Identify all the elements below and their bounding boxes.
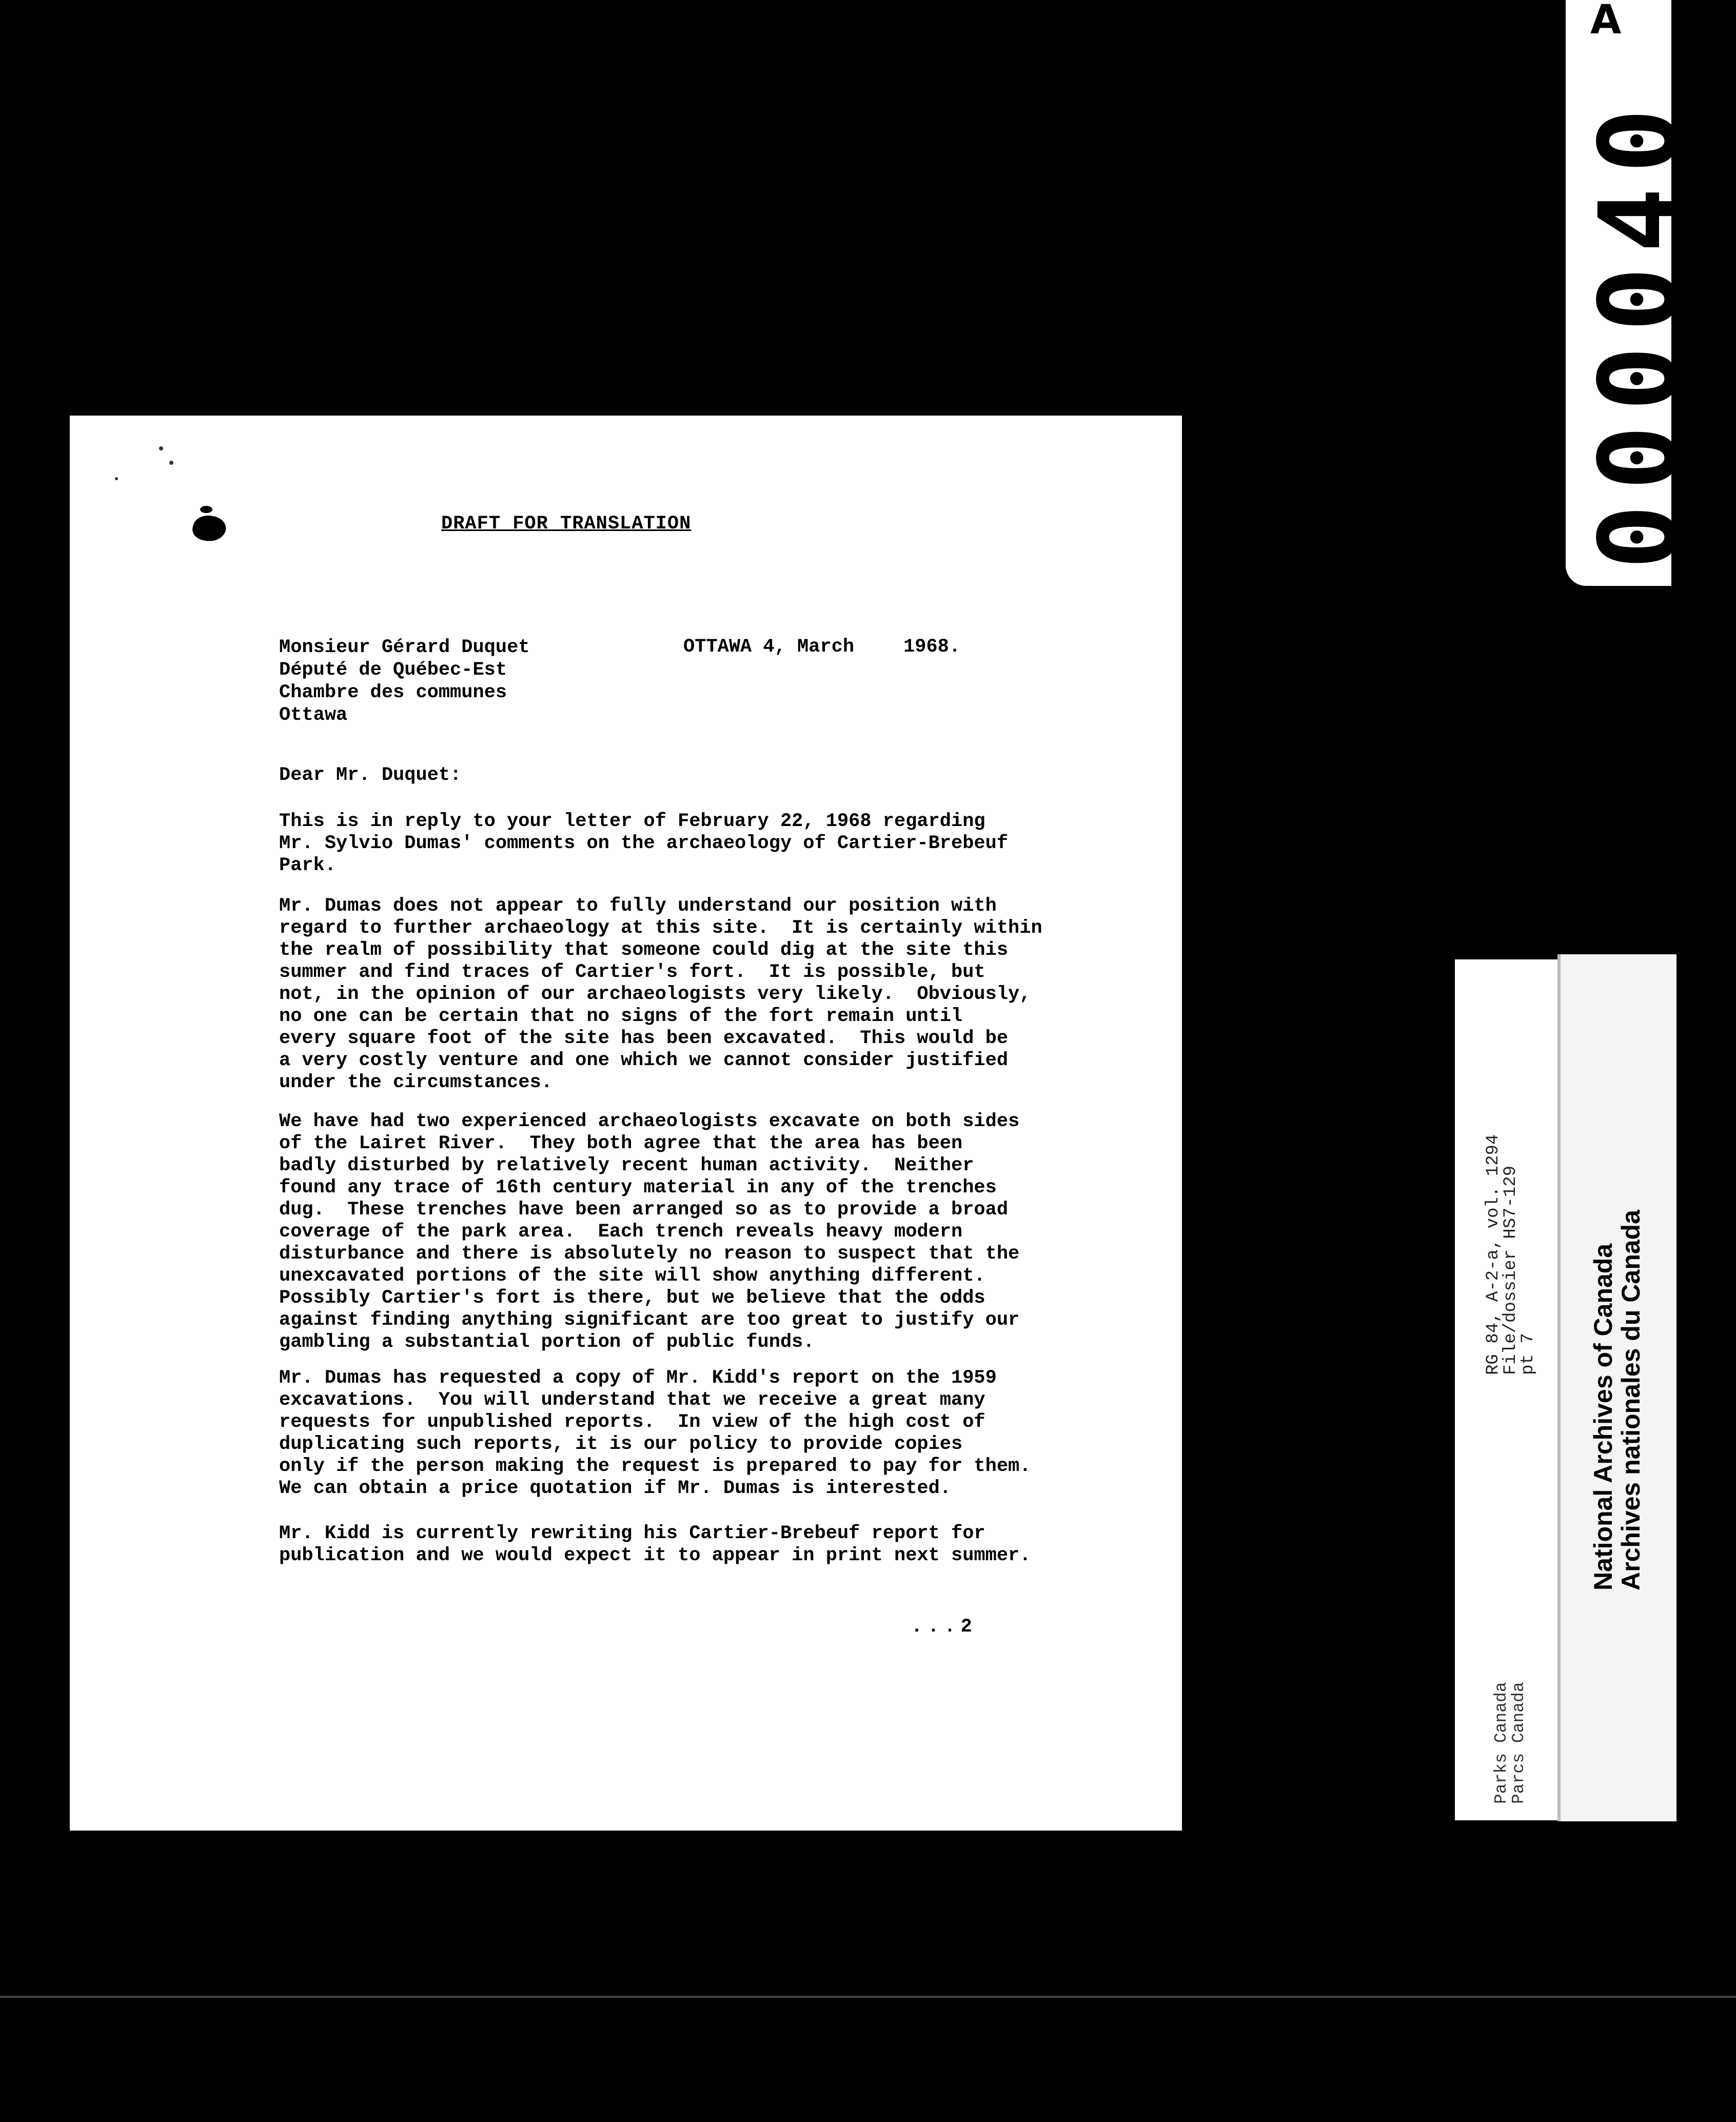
reference-line: RG 84, A-2-a, vol. 1294: [1484, 1134, 1503, 1375]
paragraph: Mr. Dumas does not appear to fully understand our position with regard to further archaeology at this site. It is certainly within the realm of possibility that someone could dig at the site this summer and find traces of Cartier's fort. It is possible, but not, in the opinion of our archaeologists very likely. Obviously, no one can be certain that no signs of the fort remain until every square foot of the site has been excavated. This would be a very costly venture and one which we cannot consider justified under the circumstances.: [279, 895, 1042, 1093]
source-line: Parks Canada: [1492, 1682, 1511, 1804]
archive-source: [1493, 1682, 1528, 1804]
ink-blot: [191, 513, 228, 544]
paragraph: We have had two experienced archaeologists excavate on both sides of the Lairet River. They both agree that the area has been badly disturbed by relatively recent human activity. Neither found any trace of 16th century material in any of the trenches dug. These trenches have been arranged so as to provide a broad coverage of the park area. Each trench reveals heavy modern disturbance and there is absolutely no reason to suspect that the unexcavated portions of the site will show anything different. Possibly Cartier's fort is there, but we believe that the odds against finding anything significant are too great to justify our gambling a substantial portion of public funds.: [279, 1111, 1020, 1353]
institution-line: National Archives of Canada: [1589, 1243, 1617, 1590]
frame-letter: A: [1590, 0, 1622, 43]
paragraph: Mr. Dumas has requested a copy of Mr. Kidd's report on the 1959 excavations. You will understand that we receive a great many requests for unpublished reports. In view of the high cost of duplicating such reports, it is our policy to provide copies only if the person making the request is prepared to pay for them. We can obtain a price quotation if Mr. Dumas is interested.: [279, 1367, 1031, 1499]
recipient-line: Monsieur Gérard Duquet: [279, 637, 530, 658]
paragraph: This is in reply to your letter of February 22, 1968 regarding Mr. Sylvio Dumas' comments on the archaeology of Cartier-Brebeuf Park.: [279, 811, 1009, 876]
recipient-line: Ottawa: [279, 704, 348, 726]
recipient-line: Chambre des communes: [279, 682, 507, 703]
frame-number: 000040: [1576, 94, 1702, 569]
archive-reference: [1485, 1134, 1537, 1375]
speck: [169, 461, 173, 465]
date-year: 1968.: [903, 636, 961, 658]
reference-line: pt 7: [1518, 1333, 1538, 1375]
archive-institution: [1589, 1210, 1645, 1590]
speck: [159, 446, 163, 450]
speck: [115, 477, 118, 480]
paragraph: Mr. Kidd is currently rewriting his Cartier-Brebeuf report for publication and we would expect it to appear in print next summer.: [279, 1523, 1031, 1566]
salutation: Dear Mr. Duquet:: [279, 764, 462, 786]
institution-line: Archives nationales du Canada: [1616, 1210, 1645, 1590]
recipient-line: Député de Québec-Est: [279, 659, 507, 681]
letter-page: [70, 416, 1182, 1831]
source-line: Parcs Canada: [1509, 1682, 1528, 1804]
ink-mark: [200, 506, 212, 513]
recipient-address: [279, 636, 529, 726]
reference-line: File/dossier HS7-129: [1501, 1165, 1521, 1375]
page-continuation: ...2: [911, 1616, 977, 1638]
date-text: OTTAWA 4, March: [683, 636, 855, 658]
dateline: [683, 636, 960, 658]
film-edge-line: [0, 1996, 1736, 1998]
document-heading: DRAFT FOR TRANSLATION: [441, 513, 692, 535]
